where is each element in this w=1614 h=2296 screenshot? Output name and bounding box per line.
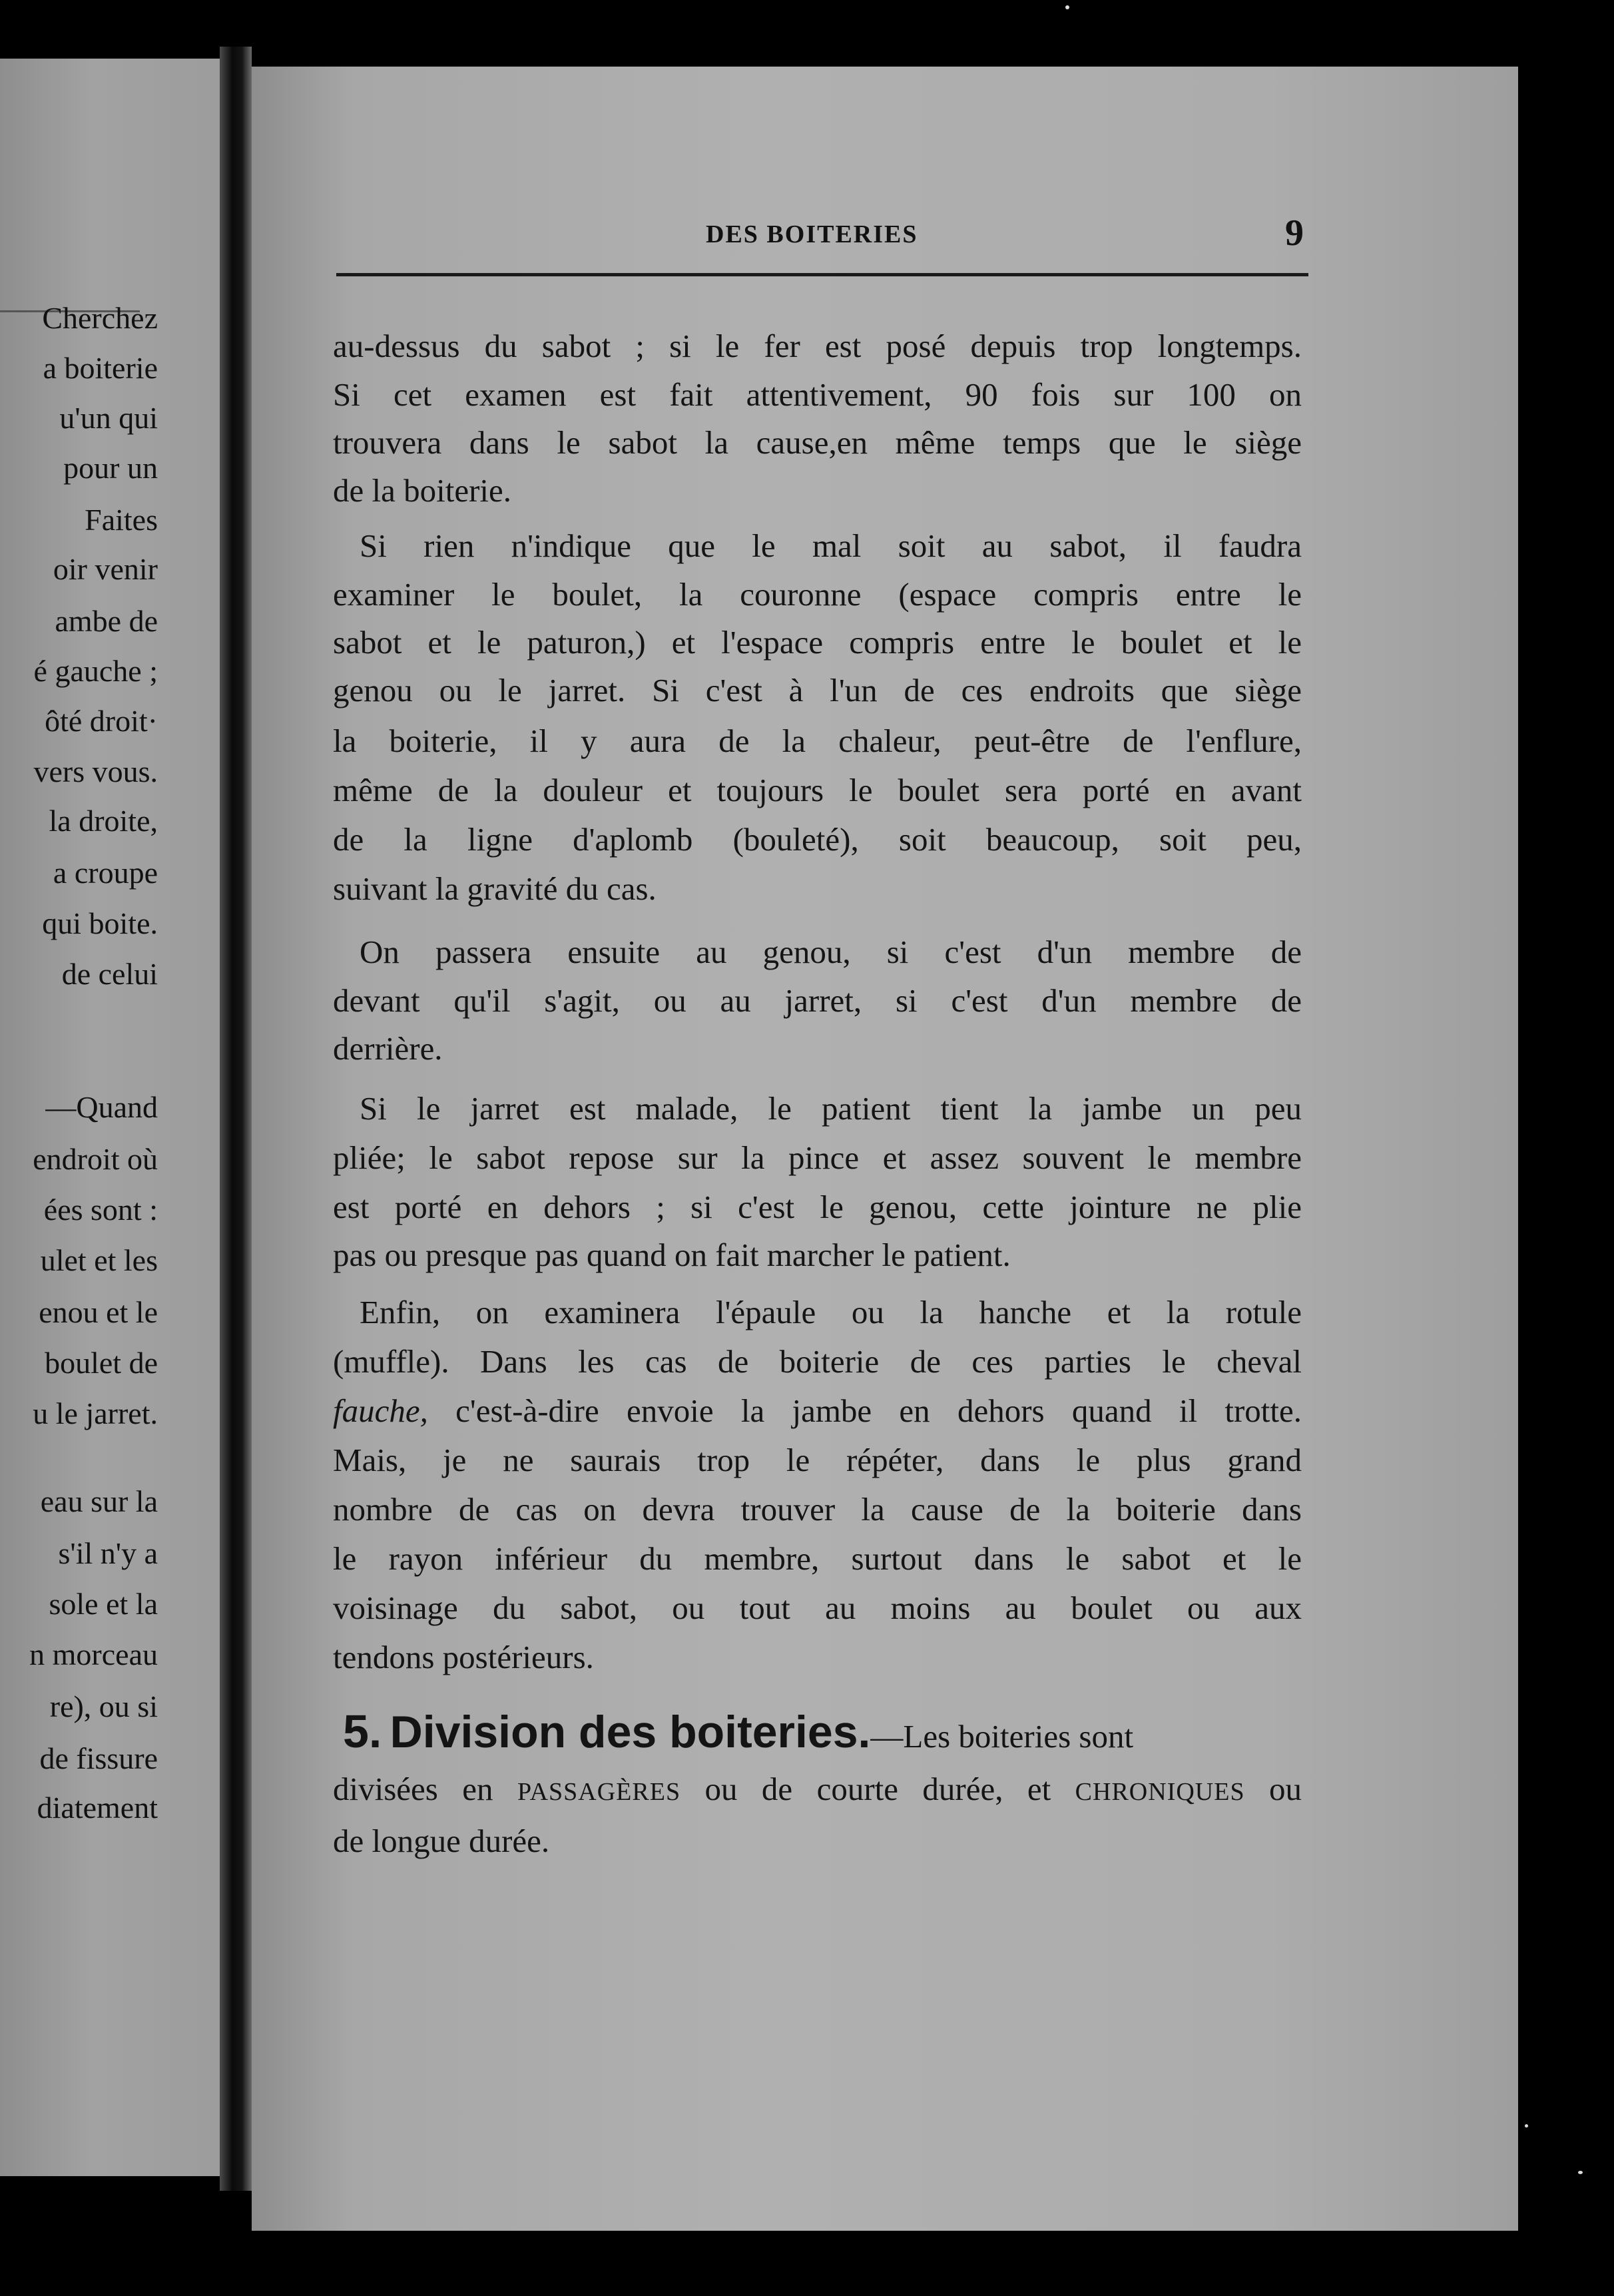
body-line: de la boiterie. [333, 472, 512, 509]
left-page-line: boulet de [45, 1346, 158, 1380]
body-line: voisinage du sabot, ou tout au moins au boulet ou aux [333, 1589, 1302, 1626]
header-rule [336, 273, 1308, 276]
dust-speck [1065, 5, 1069, 9]
section-line-3: de longue durée. [333, 1823, 550, 1859]
left-page-line: la droite, [49, 804, 158, 838]
dust-speck [1578, 2171, 1583, 2174]
left-page-line: ôté droit· [45, 704, 158, 738]
book-gutter [220, 47, 252, 2191]
section-heading-line [343, 1705, 1302, 1758]
left-page-line: de celui [61, 957, 158, 991]
left-page-line: ulet et les [40, 1243, 158, 1277]
left-page-line: sole et la [49, 1587, 158, 1621]
italic-term-fauche: fauche, [333, 1392, 428, 1429]
body-line: sabot et le paturon,) et l'espace compris entre le boulet et le [333, 624, 1302, 661]
section-line-2b: ou de courte durée, et [680, 1771, 1075, 1807]
body-line: pas ou presque pas quand on fait marcher le patient. [333, 1237, 1011, 1273]
term-chroniques: CHRONIQUES [1075, 1778, 1245, 1806]
section-line-2c: ou [1244, 1771, 1302, 1807]
left-page-line: de fissure [39, 1741, 158, 1775]
dust-speck [1525, 2124, 1528, 2128]
left-page-line: enou et le [39, 1295, 158, 1329]
body-line: Si rien n'indique que le mal soit au sabot, il faudra [360, 527, 1302, 564]
left-page-line: Faites [85, 503, 158, 537]
left-page-line: qui boite. [42, 906, 158, 940]
left-page-line: u le jarret. [33, 1396, 158, 1430]
body-line: devant qu'il s'agit, ou au jarret, si c'est d'un membre de [333, 982, 1302, 1019]
body-line: examiner le boulet, la couronne (espace compris entre le [333, 576, 1302, 613]
body-line: au-dessus du sabot ; si le fer est posé depuis trop longtemps. [333, 328, 1302, 364]
left-page-line: a boiterie [43, 351, 158, 385]
body-line: Si cet examen est fait attentivement, 90 fois sur 100 on [333, 376, 1302, 413]
left-page-line: oir venir [53, 552, 158, 586]
left-page-line: ées sont : [43, 1193, 158, 1227]
body-line: est porté en dehors ; si c'est le genou, cette jointure ne plie [333, 1189, 1302, 1225]
body-line: nombre de cas on devra trouver la cause de la boiterie dans [333, 1491, 1302, 1528]
body-line: même de la douleur et toujours le boulet sera porté en avant [333, 772, 1302, 808]
left-page-line: a croupe [53, 856, 158, 890]
section-number: 5. [343, 1705, 382, 1757]
left-page-line: é gauche ; [33, 654, 158, 688]
running-head: DES BOITERIES [706, 220, 918, 248]
body-line: la boiterie, il y aura de la chaleur, peut-être de l'enflure, [333, 722, 1302, 759]
body-line [333, 1394, 1302, 1427]
body-line: Mais, je ne saurais trop le répéter, dans le plus grand [333, 1442, 1302, 1478]
left-page-line: s'il n'y a [58, 1536, 158, 1570]
left-page-line: —Quand [45, 1090, 158, 1124]
body-line: trouvera dans le sabot la cause,en même temps que le siège [333, 424, 1302, 461]
left-page-line: diatement [37, 1791, 158, 1825]
section-lead-text: —Les boiteries sont [870, 1718, 1134, 1755]
left-page-line: endroit où [33, 1142, 158, 1176]
body-line: On passera ensuite au genou, si c'est d'un membre de [360, 934, 1302, 970]
body-line: le rayon inférieur du membre, surtout dans le sabot et le [333, 1540, 1302, 1577]
left-page-line: vers vous. [33, 754, 158, 788]
term-passageres: PASSAGÈRES [517, 1778, 681, 1806]
left-page-line: ambe de [55, 604, 158, 638]
section-line-2 [333, 1773, 1302, 1805]
left-page-line: pour un [63, 451, 158, 485]
body-line: genou ou le jarret. Si c'est à l'un de ces endroits que siège [333, 672, 1302, 709]
body-line: tendons postérieurs. [333, 1639, 594, 1675]
body-line: de la ligne d'aplomb (bouleté), soit beaucoup, soit peu, [333, 821, 1302, 858]
body-line: suivant la gravité du cas. [333, 870, 657, 907]
page-number: 9 [1285, 212, 1304, 254]
left-page-line: n morceau [29, 1637, 158, 1671]
section-title: Division des boiteries. [390, 1707, 871, 1757]
left-page-line: re), ou si [49, 1689, 158, 1723]
body-line: Si le jarret est malade, le patient tient la jambe un peu [360, 1090, 1302, 1127]
body-line: Enfin, on examinera l'épaule ou la hanche et la rotule [360, 1294, 1302, 1330]
left-page-line: u'un qui [59, 401, 158, 435]
section-line-2a: divisées en [333, 1771, 517, 1807]
body-line: derrière. [333, 1030, 443, 1067]
left-page-line: eau sur la [40, 1484, 158, 1518]
body-line: (muffle). Dans les cas de boiterie de ces parties le cheval [333, 1343, 1302, 1380]
body-line: pliée; le sabot repose sur la pince et assez souvent le membre [333, 1139, 1302, 1176]
left-page-line: Cherchez [42, 301, 158, 335]
body-line-rest: c'est-à-dire envoie la jambe en dehors quand il trotte. [427, 1392, 1302, 1429]
